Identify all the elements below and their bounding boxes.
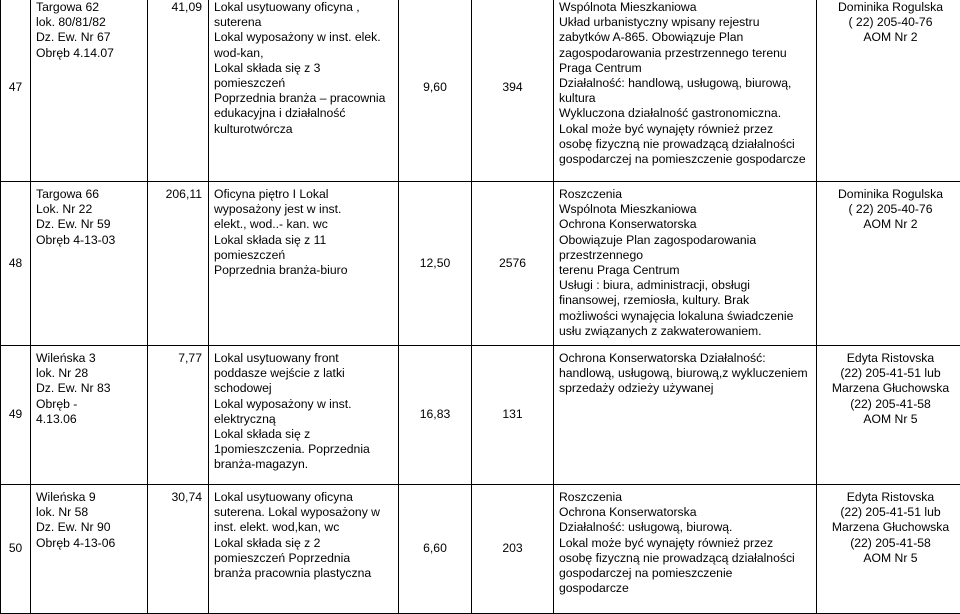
rate-cell: 9,60 — [399, 0, 472, 182]
address-cell-line: Obręb - — [36, 397, 145, 412]
description-cell-line: wod-kan, — [214, 46, 396, 61]
description-cell-line: Lokal składa się z — [214, 427, 396, 442]
address-cell-line: lok. Nr 58 — [36, 505, 145, 520]
area-value: 30,74 — [172, 490, 203, 504]
address-cell-line: Wileńska 3 — [36, 351, 145, 366]
address-cell-line: Wileńska 9 — [36, 490, 145, 505]
conditions-cell-line: Wspólnota Mieszkaniowa — [559, 202, 814, 217]
description-cell-line: Lokal składa się z 11 — [214, 233, 396, 248]
contact-cell-line: (22) 205-41-58 — [822, 536, 959, 551]
description-cell — [209, 0, 399, 182]
address-cell — [31, 0, 148, 182]
rate-cell: 12,50 — [399, 182, 472, 346]
description-cell-line: Lokal usytuowany oficyna , — [214, 0, 396, 15]
rate-cell: 16,83 — [399, 346, 472, 485]
conditions-cell-line: Usługi : biura, administracji, obsługi — [559, 278, 814, 293]
address-cell-line: Obręb 4.14.07 — [36, 46, 145, 61]
conditions-cell-line: Lokal może być wynajęty również przez — [559, 122, 814, 137]
conditions-cell-line: Wykluczona działalność gastronomiczna. — [559, 106, 814, 121]
description-cell-line: Lokal wyposażony w inst. elek. — [214, 30, 396, 45]
conditions-cell-line: gospodarcze — [559, 581, 814, 596]
conditions-cell-line: Roszczenia — [559, 187, 814, 202]
description-cell-line: Lokal składa się z 3 — [214, 61, 396, 76]
conditions-cell-line: Praga Centrum — [559, 61, 814, 76]
address-cell-line: 4.13.06 — [36, 412, 145, 427]
conditions-cell-line: Działalność: handlową, usługową, biurową, — [559, 76, 814, 91]
conditions-cell-line: osobę fizyczną nie prowadzącą działalności — [559, 137, 814, 152]
contact-cell-line: AOM Nr 2 — [822, 217, 959, 232]
description-cell-line: edukacyjna i działalność — [214, 106, 396, 121]
conditions-cell-line: możliwości wynajęcia lokaluna świadczenie — [559, 309, 814, 324]
conditions-cell — [554, 0, 817, 182]
description-cell — [209, 182, 399, 346]
address-cell — [31, 346, 148, 485]
conditions-cell-line: handlową, usługową, biurową,z wykluczeniem — [559, 366, 814, 381]
conditions-cell-line: terenu Praga Centrum — [559, 263, 814, 278]
table-row — [1, 346, 960, 485]
area-value: 41,09 — [172, 0, 203, 14]
contact-cell-line: ( 22) 205-40-76 — [822, 202, 959, 217]
row-number: 49 — [1, 346, 31, 485]
conditions-cell-line: sprzedaży odzieży używanej — [559, 381, 814, 396]
conditions-cell-line: Ochrona Konserwatorska Działalność: — [559, 351, 814, 366]
conditions-cell — [554, 346, 817, 485]
area-cell — [148, 346, 209, 485]
price-cell: 2576 — [472, 182, 554, 346]
description-cell-line: poddasze wejście z latki — [214, 366, 396, 381]
description-cell — [209, 346, 399, 485]
description-cell-line: suterena — [214, 15, 396, 30]
contact-cell-line: AOM Nr 2 — [822, 30, 959, 45]
rate-cell: 6,60 — [399, 485, 472, 614]
price-cell: 203 — [472, 485, 554, 614]
row-number: 48 — [1, 182, 31, 346]
description-cell-line: pomieszczeń Poprzednia — [214, 551, 396, 566]
address-cell-line: Dz. Ew. Nr 59 — [36, 217, 145, 232]
area-cell — [148, 0, 209, 182]
conditions-cell-line: Ochrona Konserwatorska — [559, 217, 814, 232]
conditions-cell-line: Wspólnota Mieszkaniowa — [559, 0, 814, 15]
contact-cell-line: Marzena Głuchowska — [822, 520, 959, 535]
contact-cell-line: Dominika Rogulska — [822, 187, 959, 202]
conditions-cell-line: Ochrona Konserwatorska — [559, 505, 814, 520]
description-cell-line: Lokal usytuowany front — [214, 351, 396, 366]
table-row — [1, 485, 960, 614]
price-cell: 131 — [472, 346, 554, 485]
address-cell-line: Dz. Ew. Nr 90 — [36, 520, 145, 535]
contact-cell-line: (22) 205-41-51 lub — [822, 505, 959, 520]
address-cell-line: Dz. Ew. Nr 83 — [36, 381, 145, 396]
description-cell-line: inst. elekt. wod,kan, wc — [214, 520, 396, 535]
conditions-cell-line: przestrzennego — [559, 248, 814, 263]
address-cell-line: Targowa 62 — [36, 0, 145, 15]
contact-cell-line: Marzena Głuchowska — [822, 381, 959, 396]
conditions-cell — [554, 182, 817, 346]
conditions-cell-line: Roszczenia — [559, 490, 814, 505]
description-cell — [209, 485, 399, 614]
contact-cell-line: Dominika Rogulska — [822, 0, 959, 15]
address-cell-line: lok. Nr 28 — [36, 366, 145, 381]
description-cell-line: Oficyna piętro I Lokal — [214, 187, 396, 202]
contact-cell-line: ( 22) 205-40-76 — [822, 15, 959, 30]
description-cell-line: Lokal usytuowany oficyna — [214, 490, 396, 505]
conditions-cell-line: zagospodarowania przestrzennego terenu — [559, 46, 814, 61]
contact-cell-line: Edyta Ristovska — [822, 490, 959, 505]
address-cell-line: Lok. Nr 22 — [36, 202, 145, 217]
row-number: 50 — [1, 485, 31, 614]
conditions-cell-line: Obowiązuje Plan zagospodarowania — [559, 233, 814, 248]
area-cell — [148, 182, 209, 346]
conditions-cell-line: zabytków A-865. Obowiązuje Plan — [559, 30, 814, 45]
contact-cell-line: AOM Nr 5 — [822, 412, 959, 427]
address-cell-line: Obręb 4-13-06 — [36, 536, 145, 551]
description-cell-line: kulturotwórcza — [214, 122, 396, 137]
area-value: 206,11 — [166, 187, 202, 201]
description-cell-line: Poprzednia branża-biuro — [214, 263, 396, 278]
description-cell-line: Poprzednia branża – pracownia — [214, 91, 396, 106]
conditions-cell-line: gospodarczej na pomieszczenie — [559, 566, 814, 581]
description-cell-line: branża pracownia plastyczna — [214, 566, 396, 581]
description-cell-line: Lokal wyposażony w inst. — [214, 397, 396, 412]
description-cell-line: suterena. Lokal wyposażony w — [214, 505, 396, 520]
conditions-cell-line: Działalność: usługową, biurową. — [559, 520, 814, 535]
contact-cell-line: (22) 205-41-58 — [822, 397, 959, 412]
description-cell-line: elekt., wod..- kan. wc — [214, 217, 396, 232]
contact-cell-line: Edyta Ristovska — [822, 351, 959, 366]
conditions-cell-line: osobę fizyczną nie prowadzącą działalności — [559, 551, 814, 566]
address-cell-line: Dz. Ew. Nr 67 — [36, 30, 145, 45]
conditions-cell-line: kultura — [559, 91, 814, 106]
table-row — [1, 182, 960, 346]
description-cell-line: Lokal składa się z 2 — [214, 536, 396, 551]
description-cell-line: branża-magazyn. — [214, 457, 396, 472]
address-cell-line: lok. 80/81/82 — [36, 15, 145, 30]
address-cell-line: Targowa 66 — [36, 187, 145, 202]
contact-cell — [817, 0, 960, 182]
price-cell: 394 — [472, 0, 554, 182]
area-value: 7,77 — [178, 351, 202, 365]
contact-cell-line: (22) 205-41-51 lub — [822, 366, 959, 381]
row-number: 47 — [1, 0, 31, 182]
address-cell-line: Obręb 4-13-03 — [36, 233, 145, 248]
contact-cell — [817, 485, 960, 614]
description-cell-line: elektryczną — [214, 412, 396, 427]
address-cell — [31, 182, 148, 346]
contact-cell-line: AOM Nr 5 — [822, 551, 959, 566]
table-row — [1, 0, 960, 182]
conditions-cell-line: Lokal może być wynajęty również przez — [559, 536, 814, 551]
description-cell-line: 1pomieszczenia. Poprzednia — [214, 442, 396, 457]
contact-cell — [817, 182, 960, 346]
conditions-cell — [554, 485, 817, 614]
description-cell-line: wyposażony jest w inst. — [214, 202, 396, 217]
description-cell-line: schodowej — [214, 381, 396, 396]
address-cell — [31, 485, 148, 614]
area-cell — [148, 485, 209, 614]
description-cell-line: pomieszczeń — [214, 76, 396, 91]
conditions-cell-line: Układ urbanistyczny wpisany rejestru — [559, 15, 814, 30]
contact-cell — [817, 346, 960, 485]
conditions-cell-line: finansowej, rzemiosła, kultury. Brak — [559, 293, 814, 308]
conditions-cell-line: usłu związanych z zakwaterowaniem. — [559, 324, 814, 339]
description-cell-line: pomieszczeń — [214, 248, 396, 263]
conditions-cell-line: gospodarczej na pomieszczenie gospodarcze — [559, 152, 814, 167]
